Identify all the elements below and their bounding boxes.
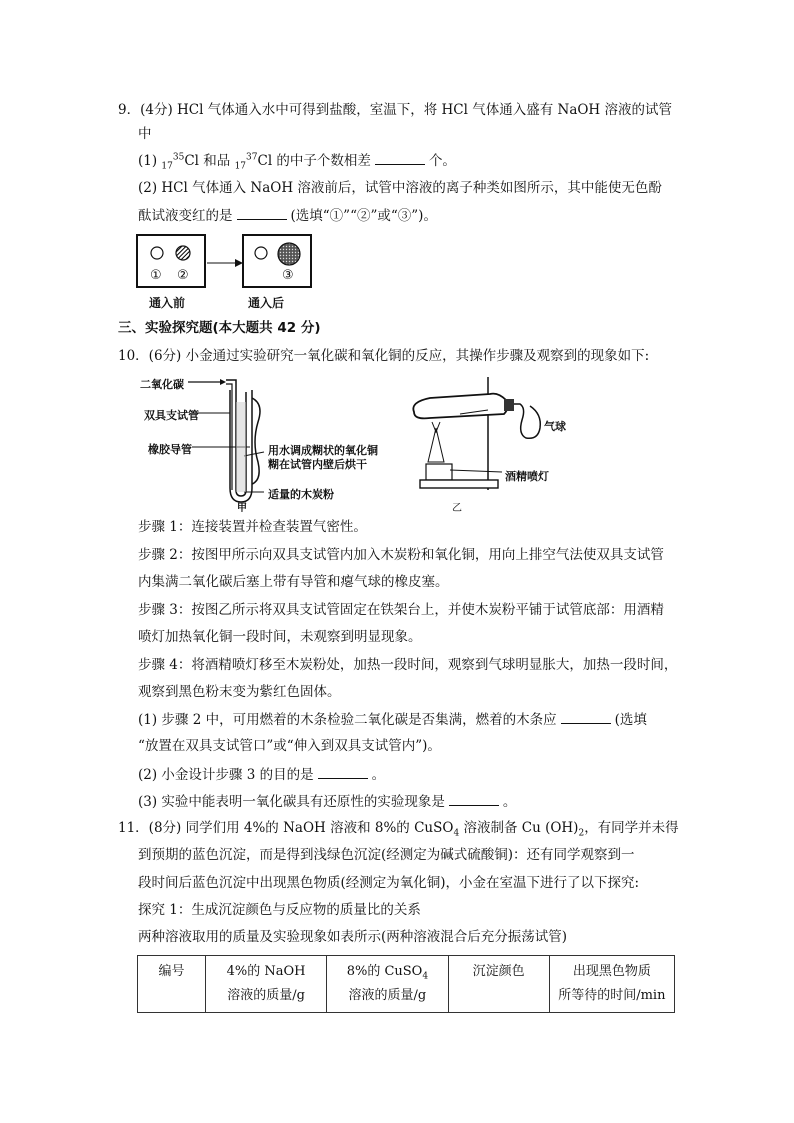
section-3-title: 三、实验探究题(本大题共 42 分) xyxy=(118,320,321,336)
beaker-before-box xyxy=(137,235,205,287)
label-paste1: 用水调成糊状的氧化铜 xyxy=(268,444,378,457)
header-black-time: 出现黑色物质 所等待的时间/min xyxy=(549,956,674,1013)
beaker-after-box xyxy=(243,235,311,287)
header-id: 编号 xyxy=(138,956,206,1013)
q10-line1: 10．(6分) 小金通过实验研究一氧化碳和氧化铜的反应，其操作步骤及观察到的现象如下: xyxy=(118,348,650,364)
q10-sub3: (3) 实验中能表明一氧化碳具有还原性的实验现象是 。 xyxy=(138,791,516,812)
q10-step4-line1: 步骤 4：将酒精喷灯移至木炭粉处，加热一段时间，观察到气球明显胀大，加热一段时间， xyxy=(138,657,678,673)
label-tube: 双具支试管 xyxy=(144,409,199,422)
q10-step2-line1: 步骤 2：按图甲所示向双具支试管内加入木炭粉和氧化铜，用向上排空气法使双具支试管 xyxy=(138,547,664,563)
header-naoh-mass: 4%的 NaOH 溶液的质量/g xyxy=(205,956,326,1013)
experiment-table xyxy=(137,955,675,1013)
label-rubber: 橡胶导管 xyxy=(148,443,192,456)
header-cuso4-mass: 8%的 CuSO$_4$ 溶液的质量/g xyxy=(327,956,448,1013)
label-co2: 二氧化碳 xyxy=(140,378,184,391)
fig-after-label: 通入后 xyxy=(248,296,285,310)
ion-1-circle xyxy=(151,247,163,259)
q9-line2: 中 xyxy=(138,126,152,142)
q10-step3-line2: 喷灯加热氧化铜一段时间，未观察到明显现象。 xyxy=(138,629,422,645)
q10-step1: 步骤 1：连接装置并检查装置气密性。 xyxy=(138,519,367,535)
q11-line1: 11．(8分) 同学们用 4%的 NaOH 溶液和 8%的 CuSO$_4$ 溶液制备 Cu $(OH)_2$，有同学并未得 xyxy=(118,820,679,839)
q11-line5: 两种溶液取用的质量及实验现象如表所示(两种溶液混合后充分振荡试管) xyxy=(138,929,568,945)
ion-3-label: ③ xyxy=(282,268,294,283)
q10-step4-line2: 观察到黑色粉末变为紫红色固体。 xyxy=(138,684,341,700)
q10-step2-line2: 内集满二氧化碳后塞上带有导管和瘪气球的橡皮塞。 xyxy=(138,574,449,590)
ion-2-label: ② xyxy=(177,268,189,283)
apparatus-yi-figure xyxy=(400,372,600,512)
label-lamp: 酒精喷灯 xyxy=(505,470,549,483)
q11-line2: 到预期的蓝色沉淀，而是得到浅绿色沉淀(经测定为碱式硫酸铜)：还有同学观察到一 xyxy=(138,847,635,863)
ion-1-circle-after xyxy=(255,247,267,259)
q11-line4: 探究 1：生成沉淀颜色与反应物的质量比的关系 xyxy=(138,902,421,918)
q10-sub1-line2: “放置在双具支试管口”或“伸入到双具支试管内”)。 xyxy=(138,738,441,754)
q9-answer-blank-2[interactable] xyxy=(237,205,287,220)
label-jia: 甲 xyxy=(237,503,247,514)
label-balloon: 气球 xyxy=(544,420,566,433)
ion-3-circle xyxy=(278,243,300,265)
q9-sub1: (1) $_{17}^{35}$Cl 和品 $_{17}^{37}$Cl 的中子个数相差 个。 xyxy=(138,150,456,171)
q10-answer-blank-2[interactable] xyxy=(318,764,368,779)
q11-line3: 段时间后蓝色沉淀中出现黑色物质(经测定为氧化铜)，小金在室温下进行了以下探究: xyxy=(138,875,640,891)
q9-answer-blank-1[interactable] xyxy=(375,150,425,165)
fig-before-label: 通入前 xyxy=(149,296,186,310)
q10-sub1-line1: (1) 步骤 2 中，可用燃着的木条检验二氧化碳是否集满，燃着的木条应 (选填 xyxy=(138,709,647,730)
q10-sub2: (2) 小金设计步骤 3 的目的是 。 xyxy=(138,764,385,785)
q9-sub2-line2: 酞试液变红的是 (选填“①”“②”或“③”)。 xyxy=(138,205,437,226)
table-header-row xyxy=(138,956,675,1013)
q10-answer-blank-1[interactable] xyxy=(561,709,611,724)
arrow-head-icon xyxy=(235,259,243,267)
label-charcoal: 适量的木炭粉 xyxy=(268,488,334,501)
q10-step3-line1: 步骤 3：按图乙所示将双具支试管固定在铁架台上，并使木炭粉平铺于试管底部：用酒精 xyxy=(138,602,664,618)
header-precipitate-color: 沉淀颜色 xyxy=(448,956,549,1013)
q10-answer-blank-3[interactable] xyxy=(449,791,499,806)
q9-sub2-line1: (2) HCl 气体通入 NaOH 溶液前后，试管中溶液的离子种类如图所示，其中能使无色酚 xyxy=(138,180,662,196)
label-paste2: 糊在试管内壁后烘干 xyxy=(268,458,367,471)
q9-line1: 9．(4分) HCl 气体通入水中可得到盐酸，室温下，将 HCl 气体通入盛有 NaOH 溶液的试管 xyxy=(118,102,673,118)
label-yi: 乙 xyxy=(452,503,462,514)
ion-2-circle xyxy=(176,246,190,260)
ion-1-label: ① xyxy=(150,268,162,283)
